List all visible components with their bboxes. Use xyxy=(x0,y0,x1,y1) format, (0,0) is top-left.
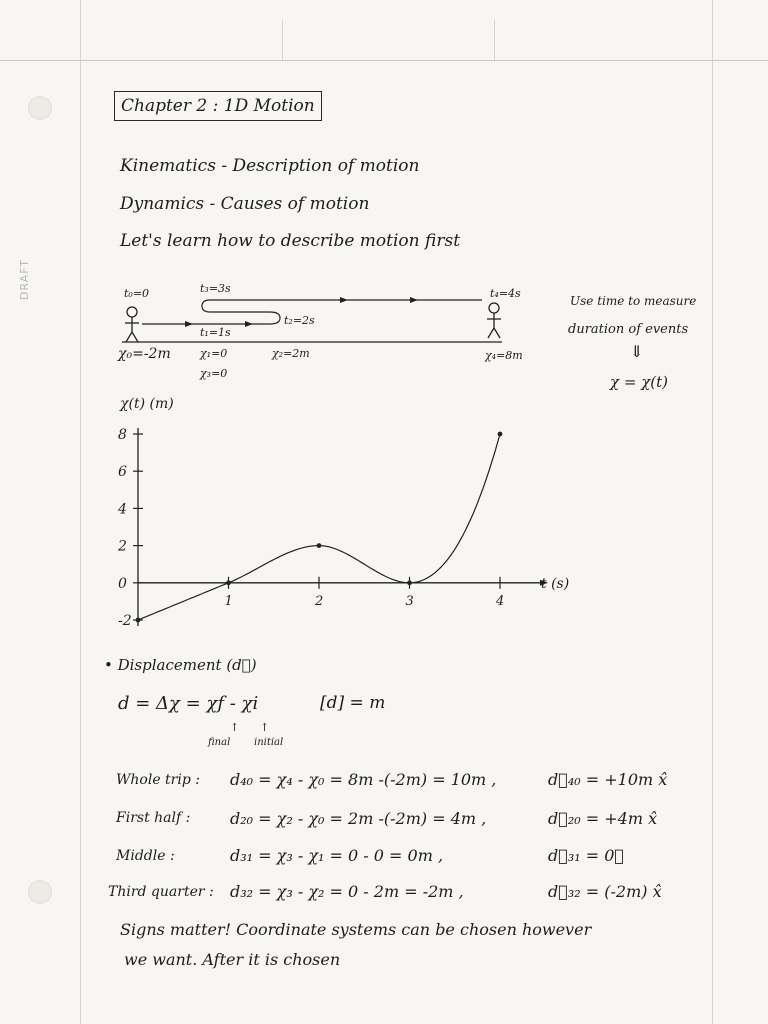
position-curve xyxy=(138,434,500,620)
label-t1: t₁=1s xyxy=(200,326,231,339)
y-tick-label-3: 2 xyxy=(118,538,127,555)
lets-learn-line: Let's learn how to describe motion first xyxy=(120,231,461,251)
label-t3: t₃=3s xyxy=(200,282,231,295)
closing-line2: we want. After it is chosen xyxy=(124,950,341,969)
kinematics-line: Kinematics - Description of motion xyxy=(120,156,420,176)
final-label: final xyxy=(208,737,231,748)
watermark-stamp xyxy=(18,259,31,300)
x-tick-label-2: 3 xyxy=(405,593,414,609)
label-t0: t₀=0 xyxy=(124,287,150,300)
data-point-1 xyxy=(226,580,231,585)
right-margin-line xyxy=(712,0,713,1024)
label-x4: χ₄=8m xyxy=(485,349,523,362)
displacement-units: [d] = m xyxy=(320,693,386,713)
side-note-line2: duration of events xyxy=(568,322,689,337)
label-x3: χ₃=0 xyxy=(200,367,228,380)
label-x1: χ₁=0 xyxy=(200,347,228,360)
example-first-half-vec: d⃗₂₀ = +4m x̂ xyxy=(548,809,658,828)
example-first-half-label: First half : xyxy=(116,810,191,826)
displacement-definition: d = Δχ = χf - χi xyxy=(118,693,259,714)
down-arrow-icon: ⇓ xyxy=(630,342,644,361)
label-t2: t₂=2s xyxy=(284,314,315,327)
example-third-quarter-eq: d₃₂ = χ₃ - χ₂ = 0 - 2m = -2m , xyxy=(230,882,464,901)
data-point-4 xyxy=(498,432,503,437)
x-tick-label-3: 4 xyxy=(496,593,505,609)
y-tick-label-4: 0 xyxy=(118,575,127,592)
initial-arrow: ↑ xyxy=(260,721,270,734)
data-point-0 xyxy=(136,618,141,623)
example-middle-vec: d⃗₃₁ = 0⃗ xyxy=(548,846,625,865)
left-margin-line xyxy=(80,0,81,1024)
data-point-2 xyxy=(317,543,322,548)
displacement-heading: • Displacement (d⃗) xyxy=(104,656,257,674)
binder-hole-bottom xyxy=(28,880,52,904)
label-x2: χ₂=2m xyxy=(272,347,310,360)
watermark-text: DRAFT xyxy=(18,258,31,300)
example-whole-trip-label: Whole trip : xyxy=(116,772,200,788)
side-note-line1: Use time to measure xyxy=(570,294,697,308)
top-tick-2 xyxy=(494,20,495,60)
chart-xlabel: t (s) xyxy=(541,576,570,592)
example-whole-trip-eq: d₄₀ = χ₄ - χ₀ = 8m -(-2m) = 10m , xyxy=(230,770,497,789)
top-margin-line xyxy=(0,60,768,61)
example-middle-eq: d₃₁ = χ₃ - χ₁ = 0 - 0 = 0m , xyxy=(230,846,444,865)
chart-ylabel: χ(t) (m) xyxy=(120,396,174,412)
chapter-title: Chapter 2 : 1D Motion xyxy=(121,96,315,116)
label-t4: t₄=4s xyxy=(490,287,521,300)
example-first-half-eq: d₂₀ = χ₂ - χ₀ = 2m -(-2m) = 4m , xyxy=(230,809,487,828)
y-tick-label-5: -2 xyxy=(118,613,132,629)
label-x0: χ₀=-2m xyxy=(118,346,171,362)
example-third-quarter-vec: d⃗₃₂ = (-2m) x̂ xyxy=(548,882,662,901)
closing-line1: Signs matter! Coordinate systems can be chosen however xyxy=(120,920,592,939)
side-note-formula: χ = χ(t) xyxy=(610,373,669,391)
example-middle-label: Middle : xyxy=(116,848,175,864)
y-tick-label-2: 4 xyxy=(118,501,127,518)
y-tick-label-1: 6 xyxy=(118,464,127,481)
example-third-quarter-label: Third quarter : xyxy=(108,884,214,900)
binder-hole-top xyxy=(28,96,52,120)
x-tick-label-0: 1 xyxy=(224,593,233,609)
initial-label: initial xyxy=(254,737,284,748)
chapter-title-box xyxy=(114,91,322,121)
data-point-3 xyxy=(407,580,412,585)
dynamics-line: Dynamics - Causes of motion xyxy=(120,194,370,214)
motion-diagram xyxy=(110,280,550,390)
final-arrow: ↑ xyxy=(230,721,240,734)
y-tick-label-0: 8 xyxy=(118,427,127,443)
top-tick-1 xyxy=(282,20,283,60)
example-whole-trip-vec: d⃗₄₀ = +10m x̂ xyxy=(548,770,668,789)
position-time-chart xyxy=(100,390,600,640)
x-tick-label-1: 2 xyxy=(315,593,324,609)
